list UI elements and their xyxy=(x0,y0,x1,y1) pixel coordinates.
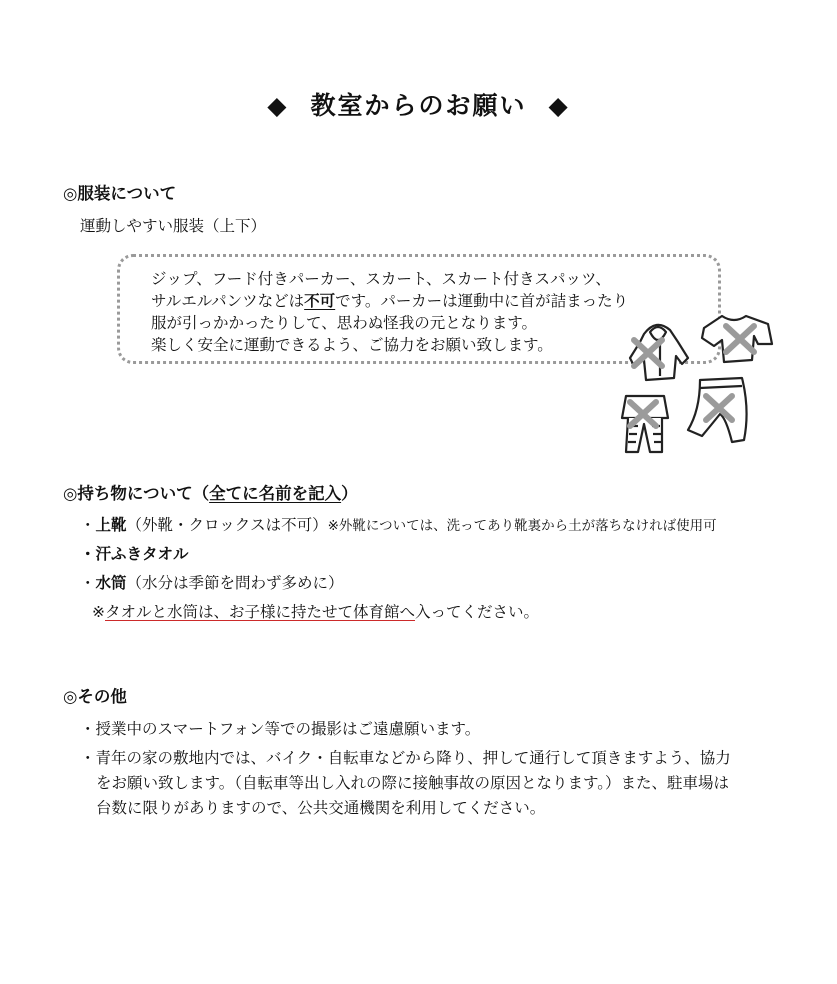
page-title-text: 教室からのお願い xyxy=(310,91,527,120)
hoodie-icon xyxy=(630,325,688,380)
page-title xyxy=(0,86,837,122)
item-small-note: ※外靴については、洗ってあり靴裏から土が落ちなければ使用可 xyxy=(327,518,717,534)
belongings-heading-emphasis: 全てに名前を記入 xyxy=(209,484,342,503)
prohibited-clothes-illustration xyxy=(616,300,786,460)
note-mark: ※ xyxy=(92,603,105,621)
notice-emphasis: 不可 xyxy=(304,292,336,310)
note-post: 入ってください。 xyxy=(415,603,540,621)
other-item-bicycle-line-1: ・青年の家の敷地内では、バイク・自転車などから降り、押して通行して頂きますよう、協力 xyxy=(80,749,731,767)
belongings-heading-post: ） xyxy=(341,484,358,503)
other-item-bicycle-line-2: をお願い致します。（自転車等出し入れの際に接触事故の原因となります。）また、駐車場は xyxy=(96,774,730,792)
notice-line-2 xyxy=(151,289,628,311)
bullet: ・ xyxy=(80,574,96,592)
belongings-item-water-bottle xyxy=(80,571,344,593)
belongings-item-indoor-shoes xyxy=(80,513,717,535)
notice-line-3: 服が引っかかったりして、思わぬ怪我の元となります。 xyxy=(151,314,537,332)
belongings-item-towel: ・汗ふきタオル xyxy=(80,545,189,563)
item-note: （外靴・クロックスは不可） xyxy=(126,516,328,534)
belongings-heading xyxy=(63,480,358,504)
notice-line-1: ジップ、フード付きパーカー、スカート、スカート付きスパッツ、 xyxy=(151,270,611,288)
bullet: ・ xyxy=(80,516,96,534)
note-emphasis: タオルと水筒は、お子様に持たせて体育館へ xyxy=(105,603,416,621)
belongings-note xyxy=(92,600,539,622)
diamond-icon: ◆ xyxy=(267,91,289,120)
other-heading: ◎その他 xyxy=(63,687,127,706)
belongings-heading-pre: ◎持ち物について（ xyxy=(63,484,210,503)
clothing-subheading: 運動しやすい服装（上下） xyxy=(80,217,267,235)
notice-line-2-pre: サルエルパンツなどは xyxy=(151,292,305,310)
clothing-heading: ◎服装について xyxy=(63,184,177,203)
item-name: 水筒 xyxy=(95,574,127,592)
other-item-bicycle-line-3: 台数に限りがありますので、公共交通機関を利用してください。 xyxy=(96,799,546,817)
item-note: （水分は季節を問わず多めに） xyxy=(126,574,344,592)
diamond-icon: ◆ xyxy=(548,91,570,120)
other-item-photography: ・授業中のスマートフォン等での撮影はご遠慮願います。 xyxy=(80,720,481,738)
item-name: 上靴 xyxy=(95,516,127,534)
notice-line-2-post: です。パーカーは運動中に首が詰まったり xyxy=(335,292,629,310)
notice-line-4: 楽しく安全に運動できるよう、ご協力をお願い致します。 xyxy=(151,336,553,354)
